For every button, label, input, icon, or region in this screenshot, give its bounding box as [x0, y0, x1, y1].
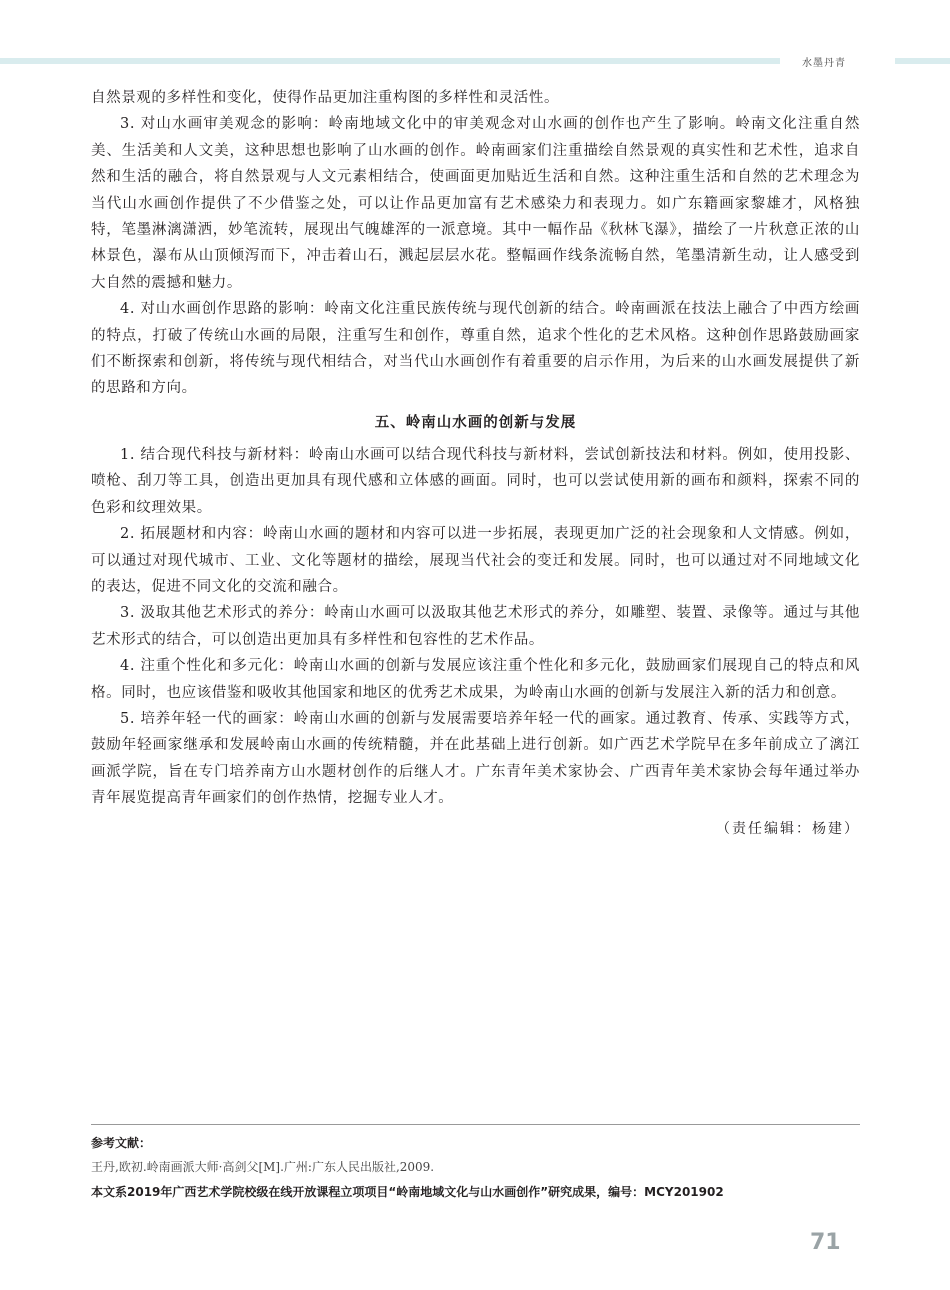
- reference-entry: 王丹,欧初.岭南画派大师·高剑父[M].广州:广东人民出版社,2009.: [91, 1160, 435, 1174]
- paragraph: 4. 注重个性化和多元化：岭南山水画的创新与发展应该注重个性化和多元化，鼓励画家们展现自己的特点和风格。同时，也应该借鉴和吸收其他国家和地区的优秀艺术成果，为岭南山水画的创新与发展注入新的活力和创意。: [91, 658, 860, 701]
- paragraph: 自然景观的多样性和变化，使得作品更加注重构图的多样性和灵活性。: [91, 90, 560, 106]
- references-divider: [91, 1124, 860, 1125]
- header-rule: [0, 58, 780, 64]
- article-body: [91, 85, 860, 842]
- header-rule-right: [895, 58, 950, 64]
- page-number: 71: [810, 1230, 841, 1255]
- editor-note: （责任编辑：杨建）: [716, 820, 860, 837]
- paragraph: 4. 对山水画创作思路的影响：岭南文化注重民族传统与现代创新的结合。岭南画派在技法上融合了中西方绘画的特点，打破了传统山水画的局限，注重写生和创作，尊重自然，追求个性化的艺术风格。这种创作思路鼓励画家们不断探索和创新，将传统与现代相结合，对当代山水画创作有着重要的启示作用，为后来的山水画发展提供了新的思路和方向。: [91, 301, 860, 397]
- paragraph: 1. 结合现代科技与新材料：岭南山水画可以结合现代科技与新材料，尝试创新技法和材料。例如，使用投影、喷枪、刮刀等工具，创造出更加具有现代感和立体感的画面。同时，也可以尝试使用新的画布和颜料，探索不同的色彩和纹理效果。: [91, 446, 860, 516]
- paragraph: 2. 拓展题材和内容：岭南山水画的题材和内容可以进一步拓展，表现更加广泛的社会现象和人文情感。例如，可以通过对现代城市、工业、文化等题材的描绘，展现当代社会的变迁和发展。同时，也可以通过对不同地域文化的表达，促进不同文化的交流和融合。: [91, 526, 860, 595]
- paragraph: 5. 培养年轻一代的画家：岭南山水画的创新与发展需要培养年轻一代的画家。通过教育、传承、实践等方式，鼓励年轻画家继承和发展岭南山水画的传统精髓，并在此基础上进行创新。如广西艺术学院早在多年前成立了漓江画派学院，旨在专门培养南方山水题材创作的后继人才。广东青年美术家协会、广西青年美术家协会每年通过举办青年展览提高青年画家们的创作热情，挖掘专业人才。: [91, 710, 860, 807]
- paragraph: 3. 对山水画审美观念的影响：岭南地域文化中的审美观念对山水画的创作也产生了影响。岭南文化注重自然美、生活美和人文美，这种思想也影响了山水画的创作。岭南画家们注重描绘自然景观的真实性和艺术性，追求自然和生活的融合，将自然景观与人文元素相结合，使画面更加贴近生活和自然。这种注重生活和自然的艺术理念为当代山水画创作提供了不少借鉴之处，可以让作品更加富有艺术感染力和表现力。如广东籍画家黎雄才，风格独特，笔墨淋漓潇洒，妙笔流转，展现出气魄雄浑的一派意境。其中一幅作品《秋林飞瀑》，描绘了一片秋意正浓的山林景色，瀑布从山顶倾泻而下，冲击着山石，溅起层层水花。整幅画作线条流畅自然，笔墨清新生动，让人感受到大自然的震撼和魅力。: [91, 116, 860, 291]
- section-heading: 五、岭南山水画的创新与发展: [374, 414, 577, 431]
- funding-note: 本文系2019年广西艺术学院校级在线开放课程立项项目“岭南地域文化与山水画创作”研究成果，编号：MCY201902: [91, 1185, 724, 1199]
- section-label: 水墨丹青: [802, 58, 846, 69]
- references-title: 参考文献：: [91, 1136, 152, 1150]
- paragraph: 3. 汲取其他艺术形式的养分：岭南山水画可以汲取其他艺术形式的养分，如雕塑、装置、录像等。通过与其他艺术形式的结合，可以创造出更加具有多样性和包容性的艺术作品。: [91, 605, 860, 648]
